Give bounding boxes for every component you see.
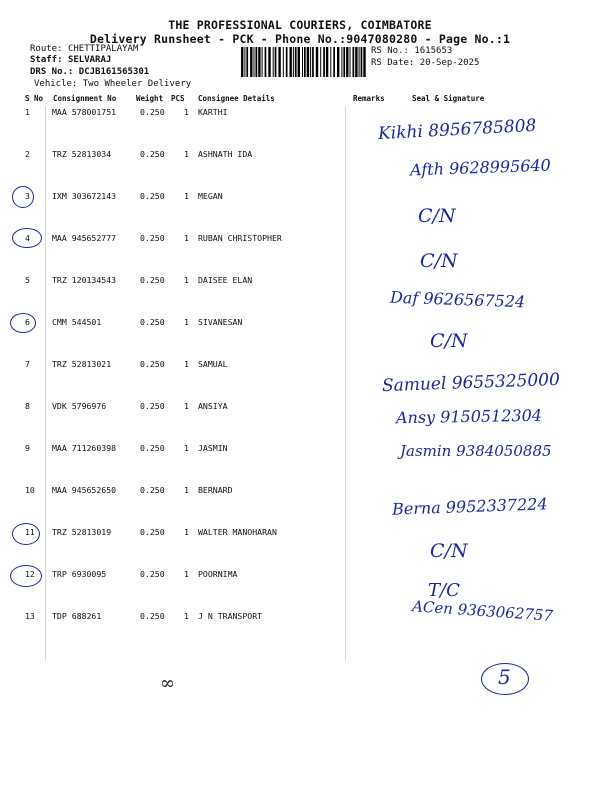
row-sno: 8 bbox=[25, 401, 30, 411]
vehicle-line: Vehicle: Two Wheeler Delivery bbox=[34, 79, 192, 89]
barcode-bar bbox=[273, 47, 274, 77]
company-title: THE PROFESSIONAL COURIERS, COIMBATORE bbox=[168, 18, 432, 32]
row-pcs: 1 bbox=[184, 527, 189, 537]
barcode-bar bbox=[346, 47, 348, 77]
barcode-bar bbox=[353, 47, 355, 77]
barcode-bar bbox=[254, 47, 255, 77]
row-consignee: BERNARD bbox=[198, 485, 233, 495]
row-sno: 11 bbox=[25, 527, 35, 537]
barcode-bar bbox=[244, 47, 245, 77]
row-consignee: POORNIMA bbox=[198, 569, 238, 579]
barcode-bar bbox=[290, 47, 292, 77]
row-sno: 4 bbox=[25, 233, 30, 243]
barcode-bar bbox=[262, 47, 263, 77]
row-pcs: 1 bbox=[184, 401, 189, 411]
barcode-bar bbox=[286, 47, 288, 77]
row-sno: 2 bbox=[25, 149, 30, 159]
row-weight: 0.250 bbox=[140, 443, 165, 453]
row-pcs: 1 bbox=[184, 611, 189, 621]
row-weight: 0.250 bbox=[140, 149, 165, 159]
row-consignment-no: MAA 945652777 bbox=[52, 233, 117, 243]
row-pcs: 1 bbox=[184, 485, 189, 495]
barcode-bar bbox=[241, 47, 243, 77]
col-header-remarks: Remarks bbox=[353, 94, 385, 103]
row-consignment-no: MAA 578001751 bbox=[52, 107, 117, 117]
row-weight: 0.250 bbox=[140, 569, 165, 579]
handwritten-signature: T/C bbox=[428, 580, 460, 601]
row-sno: 13 bbox=[25, 611, 35, 621]
circle-mark-row-6 bbox=[10, 313, 36, 333]
barcode-bar bbox=[298, 47, 300, 77]
row-sno: 3 bbox=[25, 191, 30, 201]
row-consignee: ANSIYA bbox=[198, 401, 228, 411]
row-consignment-no: MAA 945652650 bbox=[52, 485, 117, 495]
row-pcs: 1 bbox=[184, 359, 189, 369]
row-consignee: RUBAN CHRISTOPHER bbox=[198, 233, 282, 243]
handwritten-signature: C/N bbox=[430, 540, 468, 562]
handwritten-signature: Afth 9628995640 bbox=[409, 155, 552, 180]
staff-label: Staff: bbox=[30, 55, 63, 65]
drs-line bbox=[30, 67, 149, 78]
route-value: CHETTIPALAYAM bbox=[67, 44, 139, 54]
drs-label: DRS No.: bbox=[30, 67, 74, 77]
table-row bbox=[0, 233, 600, 275]
row-sno: 6 bbox=[25, 317, 30, 327]
row-pcs: 1 bbox=[184, 275, 189, 285]
row-sno: 12 bbox=[25, 569, 35, 579]
route-line bbox=[30, 44, 138, 55]
row-consignment-no: TRZ 52813019 bbox=[52, 527, 112, 537]
col-header-consignment: Consignment No bbox=[53, 94, 117, 103]
row-sno: 1 bbox=[25, 107, 30, 117]
handwritten-signature: C/N bbox=[430, 330, 468, 352]
row-consignment-no: IXM 303672143 bbox=[52, 191, 117, 201]
row-consignee: SIVANESAN bbox=[198, 317, 243, 327]
col-header-sno: S No bbox=[25, 94, 44, 103]
barcode-bar bbox=[333, 47, 335, 77]
count-mark: 5 bbox=[498, 665, 511, 689]
barcode-bar bbox=[323, 47, 325, 77]
row-weight: 0.250 bbox=[140, 401, 165, 411]
barcode-bar bbox=[256, 47, 258, 77]
row-sno: 10 bbox=[25, 485, 35, 495]
row-pcs: 1 bbox=[184, 149, 189, 159]
row-consignment-no: TRZ 52813034 bbox=[52, 149, 112, 159]
row-consignment-no: TRP 6930095 bbox=[52, 569, 107, 579]
table-row bbox=[0, 527, 600, 569]
barcode-bar bbox=[302, 47, 303, 77]
row-consignment-no: CMM 544501 bbox=[52, 317, 102, 327]
row-consignment-no: TRZ 52813021 bbox=[52, 359, 112, 369]
row-weight: 0.250 bbox=[140, 527, 165, 537]
row-weight: 0.250 bbox=[140, 611, 165, 621]
barcode-bar bbox=[312, 47, 314, 77]
row-weight: 0.250 bbox=[140, 191, 165, 201]
barcode-bar bbox=[320, 47, 321, 77]
handwritten-signature: Ansy 9150512304 bbox=[395, 405, 543, 428]
staff-line bbox=[30, 55, 111, 66]
barcode-bar bbox=[250, 47, 252, 77]
barcode-bar bbox=[307, 47, 309, 77]
runsheet-subtitle: Delivery Runsheet - PCK - Phone No.:9047080280 - Page No.:1 bbox=[89, 32, 511, 46]
row-weight: 0.250 bbox=[140, 359, 165, 369]
barcode-bar bbox=[293, 47, 294, 77]
col-header-seal-signature: Seal & Signature bbox=[412, 94, 485, 103]
col-header-weight: Weight bbox=[136, 94, 164, 103]
barcode-bar bbox=[304, 47, 306, 77]
col-header-consignee: Consignee Details bbox=[198, 94, 275, 103]
row-consignment-no: TDP 688261 bbox=[52, 611, 102, 621]
barcode-bar bbox=[265, 47, 267, 77]
row-sno: 5 bbox=[25, 275, 30, 285]
handwritten-signature: Berna 9952337224 bbox=[391, 494, 548, 519]
row-consignment-no: VDK 5796976 bbox=[52, 401, 107, 411]
table-row bbox=[0, 191, 600, 233]
col-header-pcs: PCS bbox=[171, 94, 185, 103]
row-consignee: WALTER MANOHARAN bbox=[198, 527, 277, 537]
handwritten-signature: Samuel 9655325000 bbox=[381, 369, 561, 397]
row-pcs: 1 bbox=[184, 191, 189, 201]
row-weight: 0.250 bbox=[140, 233, 165, 243]
barcode-bar bbox=[363, 47, 365, 77]
rs-number: RS No.: 1615653 bbox=[371, 46, 453, 56]
circle-mark-row-3 bbox=[12, 186, 34, 208]
barcode-bar bbox=[361, 47, 363, 77]
row-weight: 0.250 bbox=[140, 485, 165, 495]
row-pcs: 1 bbox=[184, 443, 189, 453]
scribble-mark: ∞ bbox=[160, 673, 175, 694]
row-consignee: MEGAN bbox=[198, 191, 223, 201]
barcode-bar bbox=[326, 47, 328, 77]
row-consignee: KARTHI bbox=[198, 107, 228, 117]
row-sno: 9 bbox=[25, 443, 30, 453]
barcode-image bbox=[241, 47, 367, 77]
table-row bbox=[0, 317, 600, 359]
row-pcs: 1 bbox=[184, 107, 189, 117]
handwritten-signature: ACen 9363062757 bbox=[411, 597, 554, 625]
row-consignee: SAMUAL bbox=[198, 359, 228, 369]
row-sno: 7 bbox=[25, 359, 30, 369]
handwritten-signature: C/N bbox=[420, 250, 458, 272]
barcode-bar bbox=[330, 47, 331, 77]
barcode-bar bbox=[278, 47, 280, 77]
barcode-bar bbox=[295, 47, 297, 77]
barcode-bar bbox=[258, 47, 260, 77]
handwritten-signature: Jasmin 9384050885 bbox=[400, 442, 552, 460]
barcode-bar bbox=[275, 47, 277, 77]
circle-mark-row-12 bbox=[10, 565, 42, 587]
row-pcs: 1 bbox=[184, 317, 189, 327]
row-consignment-no: TRZ 120134543 bbox=[52, 275, 117, 285]
circle-mark-row-11 bbox=[12, 523, 40, 545]
barcode-bar bbox=[337, 47, 339, 77]
rs-date: RS Date: 20-Sep-2025 bbox=[371, 58, 480, 68]
handwritten-signature: Daf 9626567524 bbox=[389, 287, 526, 312]
staff-value: SELVARAJ bbox=[67, 55, 112, 65]
row-consignee: ASHNATH IDA bbox=[198, 149, 253, 159]
circle-mark-row-4 bbox=[12, 228, 42, 248]
barcode-bar bbox=[350, 47, 351, 77]
handwritten-signature: C/N bbox=[418, 205, 456, 227]
barcode-bar bbox=[341, 47, 342, 77]
row-consignment-no: MAA 711260398 bbox=[52, 443, 117, 453]
route-label: Route: bbox=[30, 44, 63, 54]
barcode-bar bbox=[355, 47, 357, 77]
row-consignee: DAISEE ELAN bbox=[198, 275, 253, 285]
row-weight: 0.250 bbox=[140, 317, 165, 327]
row-pcs: 1 bbox=[184, 233, 189, 243]
row-pcs: 1 bbox=[184, 569, 189, 579]
row-consignee: J N TRANSPORT bbox=[198, 611, 263, 621]
barcode-bar bbox=[310, 47, 311, 77]
barcode-bar bbox=[283, 47, 284, 77]
row-weight: 0.250 bbox=[140, 275, 165, 285]
handwritten-signature: Kikhi 8956785808 bbox=[377, 115, 537, 145]
drs-value: DCJB161565301 bbox=[78, 67, 150, 77]
row-consignee: JASMIN bbox=[198, 443, 228, 453]
barcode-bar bbox=[359, 47, 360, 77]
barcode-bar bbox=[246, 47, 248, 77]
row-weight: 0.250 bbox=[140, 107, 165, 117]
barcode-bar bbox=[343, 47, 345, 77]
barcode-bar bbox=[316, 47, 318, 77]
barcode-bar bbox=[268, 47, 270, 77]
